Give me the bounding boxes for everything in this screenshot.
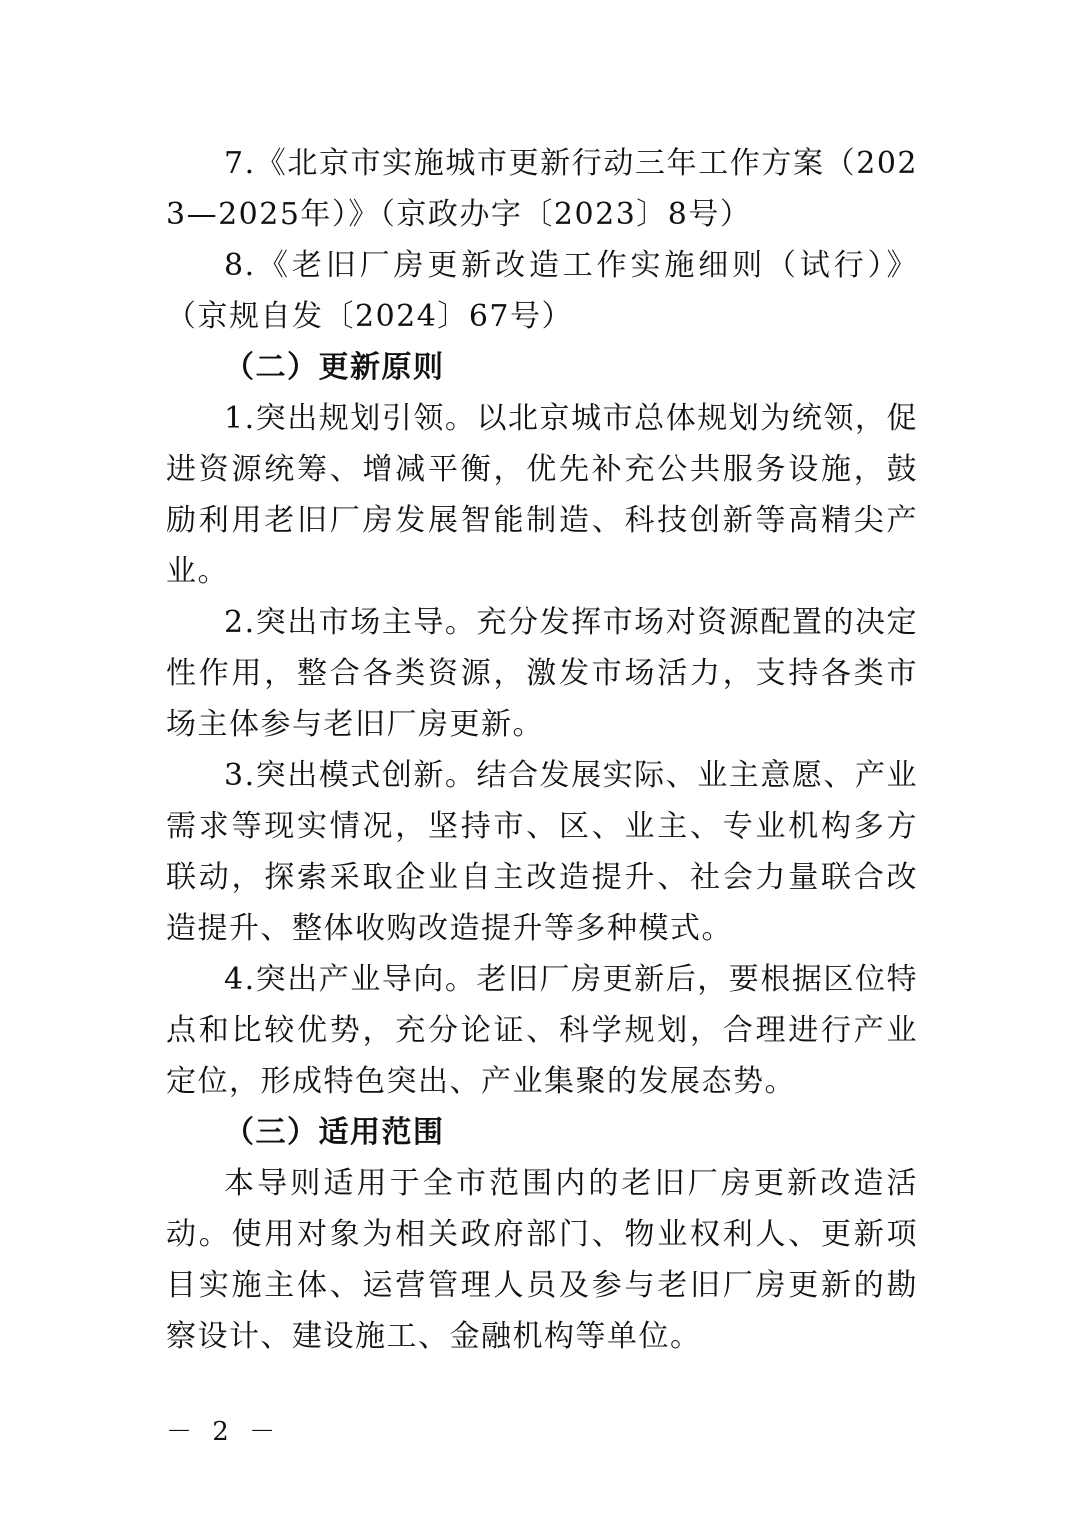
reference-item-7: 7.《北京市实施城市更新行动三年工作方案（2023—2025年）》（京政办字〔2023〕8号） (166, 146, 918, 232)
principle-item-4: 4.突出产业导向。老旧厂房更新后，要根据区位特点和比较优势，充分论证、科学规划，合理进行产业定位，形成特色突出、产业集聚的发展态势。 (166, 962, 918, 1099)
principle-item-1: 1.突出规划引领。以北京城市总体规划为统领，促进资源统筹、增减平衡，优先补充公共服务设施，鼓励利用老旧厂房发展智能制造、科技创新等高精尖产业。 (166, 401, 918, 589)
principle-item-3: 3.突出模式创新。结合发展实际、业主意愿、产业需求等现实情况，坚持市、区、业主、专业机构多方联动，探索采取企业自主改造提升、社会力量联合改造提升、整体收购改造提升等多种模式。 (166, 758, 918, 946)
section-heading-principles: （二）更新原则 (224, 350, 445, 385)
document-body (166, 138, 918, 1362)
section-heading-scope: （三）适用范围 (224, 1115, 445, 1150)
reference-item-8: 8.《老旧厂房更新改造工作实施细则（试行）》（京规自发〔2024〕67号） (166, 248, 918, 334)
scope-paragraph: 本导则适用于全市范围内的老旧厂房更新改造活动。使用对象为相关政府部门、物业权利人、更新项目实施主体、运营管理人员及参与老旧厂房更新的勘察设计、建设施工、金融机构等单位。 (166, 1166, 918, 1354)
principle-item-2: 2.突出市场主导。充分发挥市场对资源配置的决定性作用，整合各类资源，激发市场活力，支持各类市场主体参与老旧厂房更新。 (166, 605, 918, 742)
page-number: － 2 － (166, 1417, 282, 1447)
